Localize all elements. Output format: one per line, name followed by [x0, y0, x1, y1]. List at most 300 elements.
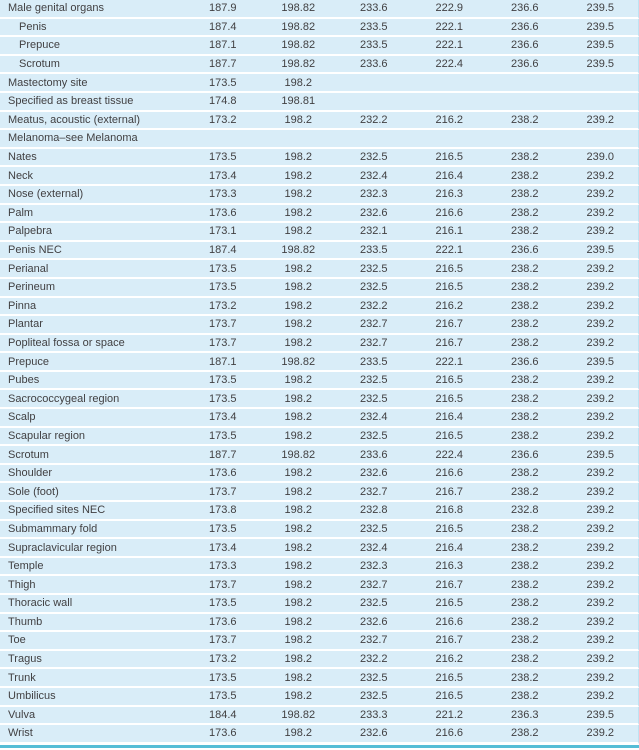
code-value-5: 238.2: [510, 392, 539, 405]
code-value-3: 232.6: [359, 615, 388, 628]
code-value-4: 222.9: [435, 2, 464, 15]
code-value-5: 238.2: [510, 578, 539, 591]
site-label: Scrotum: [19, 58, 60, 71]
table-row: [0, 19, 639, 38]
code-value-2: 198.2: [284, 671, 313, 684]
code-value-5: 238.2: [510, 206, 539, 219]
table-row: [0, 688, 639, 707]
code-value-2: 198.2: [284, 634, 313, 647]
code-value-6: 239.2: [586, 578, 615, 591]
code-value-2: 198.2: [284, 188, 313, 201]
code-value-2: 198.2: [284, 336, 313, 349]
code-value-6: 239.2: [586, 541, 615, 554]
code-value-6: 239.2: [586, 206, 615, 219]
table-row: [0, 725, 639, 744]
table-row: [0, 186, 639, 205]
code-value-1: 184.4: [208, 708, 237, 721]
code-value-1: 173.7: [208, 318, 237, 331]
site-label: Scrotum: [8, 448, 49, 461]
site-label: Melanoma–see Melanoma: [8, 132, 138, 145]
code-value-1: 173.6: [208, 615, 237, 628]
table-row: [0, 576, 639, 595]
code-value-5: 238.2: [510, 429, 539, 442]
code-value-5: 238.2: [510, 560, 539, 573]
table-row: [0, 558, 639, 577]
site-label: Specified sites NEC: [8, 504, 106, 517]
code-value-2: 198.2: [284, 541, 313, 554]
code-value-3: 232.7: [359, 578, 388, 591]
code-value-5: 236.6: [510, 58, 539, 71]
code-value-1: 173.2: [208, 299, 237, 312]
code-value-5: 236.6: [510, 2, 539, 15]
site-label: Plantar: [8, 318, 43, 331]
table-row: [0, 112, 639, 131]
table-row: [0, 205, 639, 224]
code-value-1: 173.7: [208, 336, 237, 349]
table-row: [0, 74, 639, 93]
code-value-5: 238.2: [510, 281, 539, 294]
code-value-1: 173.6: [208, 467, 237, 480]
site-label: Thigh: [8, 578, 36, 591]
code-value-3: 232.5: [359, 690, 388, 703]
code-value-6: 239.2: [586, 318, 615, 331]
code-value-5: 238.2: [510, 634, 539, 647]
code-value-2: 198.82: [281, 39, 316, 52]
code-value-4: 222.1: [435, 39, 464, 52]
site-label: Prepuce: [8, 355, 49, 368]
table-row: [0, 669, 639, 688]
table-row: [0, 446, 639, 465]
code-value-5: 232.8: [510, 504, 539, 517]
code-value-2: 198.2: [284, 225, 313, 238]
site-label: Penis: [19, 20, 47, 33]
table-row: [0, 335, 639, 354]
code-value-1: 173.5: [208, 690, 237, 703]
code-value-2: 198.2: [284, 504, 313, 517]
site-label: Male genital organs: [8, 2, 105, 15]
code-value-2: 198.2: [284, 411, 313, 424]
code-value-2: 198.82: [281, 20, 316, 33]
code-value-2: 198.2: [284, 615, 313, 628]
code-value-4: 216.7: [435, 634, 464, 647]
code-value-6: 239.2: [586, 504, 615, 517]
code-value-1: 173.7: [208, 485, 237, 498]
code-value-6: 239.5: [586, 2, 615, 15]
code-value-1: 173.3: [208, 560, 237, 573]
code-value-6: 239.2: [586, 653, 615, 666]
code-value-4: 222.4: [435, 448, 464, 461]
code-value-5: 238.2: [510, 467, 539, 480]
code-value-1: 173.5: [208, 522, 237, 535]
code-value-6: 239.2: [586, 634, 615, 647]
code-value-4: 216.4: [435, 541, 464, 554]
table-row: [0, 56, 639, 75]
code-value-2: 198.82: [281, 448, 316, 461]
code-value-4: 216.2: [435, 299, 464, 312]
code-value-6: 239.2: [586, 560, 615, 573]
code-value-4: 222.1: [435, 355, 464, 368]
code-value-4: 221.2: [435, 708, 464, 721]
code-value-3: 232.5: [359, 429, 388, 442]
site-label: Temple: [8, 560, 44, 573]
code-value-4: 216.4: [435, 169, 464, 182]
code-value-3: 233.5: [359, 355, 388, 368]
code-value-1: 173.3: [208, 188, 237, 201]
code-value-6: 239.2: [586, 615, 615, 628]
code-value-2: 198.2: [284, 281, 313, 294]
code-value-1: 173.5: [208, 151, 237, 164]
code-value-4: 216.5: [435, 522, 464, 535]
site-label: Umbilicus: [8, 690, 56, 703]
code-value-6: 239.5: [586, 244, 615, 257]
code-value-2: 198.2: [284, 318, 313, 331]
code-value-3: 232.7: [359, 485, 388, 498]
code-value-4: 216.6: [435, 206, 464, 219]
code-value-4: 216.3: [435, 560, 464, 573]
table-row: [0, 316, 639, 335]
site-label: Specified as breast tissue: [8, 95, 134, 108]
code-value-2: 198.2: [284, 597, 313, 610]
code-value-1: 173.6: [208, 206, 237, 219]
code-value-5: 238.2: [510, 485, 539, 498]
table-row: [0, 465, 639, 484]
site-label: Penis NEC: [8, 244, 62, 257]
code-value-2: 198.2: [284, 727, 313, 740]
code-value-2: 198.2: [284, 374, 313, 387]
code-value-4: 216.1: [435, 225, 464, 238]
code-value-3: 232.8: [359, 504, 388, 517]
code-value-6: 239.2: [586, 262, 615, 275]
code-value-5: 238.2: [510, 169, 539, 182]
code-value-4: 216.5: [435, 671, 464, 684]
code-value-3: 232.3: [359, 188, 388, 201]
site-label: Prepuce: [19, 39, 60, 52]
code-value-1: 173.2: [208, 113, 237, 126]
code-value-2: 198.82: [281, 2, 316, 15]
code-value-1: 173.1: [208, 225, 237, 238]
code-value-3: 233.6: [359, 2, 388, 15]
code-value-1: 173.6: [208, 727, 237, 740]
site-label: Tragus: [8, 653, 42, 666]
code-value-6: 239.5: [586, 355, 615, 368]
code-value-3: 232.6: [359, 727, 388, 740]
code-value-6: 239.2: [586, 281, 615, 294]
code-value-5: 238.2: [510, 374, 539, 387]
code-value-2: 198.2: [284, 206, 313, 219]
site-label: Meatus, acoustic (external): [8, 113, 141, 126]
code-value-5: 238.2: [510, 336, 539, 349]
code-value-6: 239.2: [586, 113, 615, 126]
code-value-1: 173.7: [208, 634, 237, 647]
code-value-6: 239.2: [586, 522, 615, 535]
site-label: Trunk: [8, 671, 36, 684]
table-row: [0, 223, 639, 242]
code-value-3: 232.2: [359, 653, 388, 666]
code-value-5: 238.2: [510, 671, 539, 684]
code-value-5: 238.2: [510, 318, 539, 331]
code-value-4: 216.5: [435, 281, 464, 294]
code-value-4: 216.7: [435, 318, 464, 331]
code-value-5: 236.3: [510, 708, 539, 721]
code-value-3: 232.6: [359, 467, 388, 480]
code-value-2: 198.81: [281, 95, 316, 108]
code-value-6: 239.2: [586, 188, 615, 201]
code-value-1: 187.9: [208, 2, 237, 15]
code-value-3: 232.5: [359, 281, 388, 294]
site-label: Popliteal fossa or space: [8, 336, 125, 349]
site-label: Scalp: [8, 411, 36, 424]
code-value-2: 198.2: [284, 113, 313, 126]
code-value-4: 216.5: [435, 392, 464, 405]
site-label: Submammary fold: [8, 522, 98, 535]
code-value-5: 238.2: [510, 653, 539, 666]
site-label: Perineum: [8, 281, 56, 294]
code-value-4: 216.5: [435, 374, 464, 387]
table-row: [0, 651, 639, 670]
code-value-3: 232.5: [359, 374, 388, 387]
code-value-5: 238.2: [510, 690, 539, 703]
site-label: Supraclavicular region: [8, 541, 117, 554]
table-row: [0, 149, 639, 168]
site-label: Scapular region: [8, 429, 86, 442]
code-value-4: 222.1: [435, 244, 464, 257]
code-value-6: 239.2: [586, 374, 615, 387]
code-value-3: 232.1: [359, 225, 388, 238]
code-value-3: 233.6: [359, 448, 388, 461]
code-value-1: 173.5: [208, 671, 237, 684]
code-value-2: 198.82: [281, 708, 316, 721]
code-value-1: 173.5: [208, 392, 237, 405]
code-value-3: 232.5: [359, 597, 388, 610]
site-label: Pubes: [8, 374, 40, 387]
code-value-6: 239.2: [586, 392, 615, 405]
code-value-3: 233.5: [359, 20, 388, 33]
site-label: Sole (foot): [8, 485, 59, 498]
code-value-6: 239.5: [586, 708, 615, 721]
table-row: [0, 483, 639, 502]
code-value-5: 238.2: [510, 615, 539, 628]
code-value-4: 216.2: [435, 113, 464, 126]
code-value-1: 173.5: [208, 262, 237, 275]
table-row: [0, 0, 639, 19]
site-label: Pinna: [8, 299, 37, 312]
code-value-5: 238.2: [510, 151, 539, 164]
table-bottom-rule: [0, 745, 639, 748]
site-label: Vulva: [8, 708, 36, 721]
code-value-5: 236.6: [510, 355, 539, 368]
table-row: [0, 595, 639, 614]
site-label: Perianal: [8, 262, 49, 275]
code-value-2: 198.82: [281, 244, 316, 257]
table-row: [0, 93, 639, 112]
code-value-5: 238.2: [510, 597, 539, 610]
table-row: [0, 428, 639, 447]
code-value-4: 216.8: [435, 504, 464, 517]
code-value-4: 216.6: [435, 615, 464, 628]
table-row: [0, 372, 639, 391]
code-value-1: 173.2: [208, 653, 237, 666]
site-label: Wrist: [8, 727, 33, 740]
code-value-1: 173.8: [208, 504, 237, 517]
table-row: [0, 37, 639, 56]
site-label: Thumb: [8, 615, 43, 628]
table-row: [0, 539, 639, 558]
code-value-2: 198.2: [284, 653, 313, 666]
table-row: [0, 632, 639, 651]
code-value-1: 187.7: [208, 58, 237, 71]
code-value-6: 239.2: [586, 225, 615, 238]
site-label: Palm: [8, 206, 34, 219]
code-value-3: 232.7: [359, 634, 388, 647]
site-label: Sacrococcygeal region: [8, 392, 120, 405]
table-row: [0, 167, 639, 186]
code-value-3: 232.7: [359, 318, 388, 331]
code-value-2: 198.2: [284, 522, 313, 535]
code-value-1: 173.4: [208, 169, 237, 182]
code-value-6: 239.2: [586, 727, 615, 740]
code-value-2: 198.2: [284, 169, 313, 182]
code-value-3: 232.5: [359, 262, 388, 275]
code-value-5: 238.2: [510, 113, 539, 126]
code-value-2: 198.2: [284, 429, 313, 442]
code-value-1: 173.5: [208, 429, 237, 442]
table-row: [0, 260, 639, 279]
code-value-1: 173.5: [208, 281, 237, 294]
code-value-5: 238.2: [510, 411, 539, 424]
code-value-6: 239.5: [586, 58, 615, 71]
code-value-2: 198.82: [281, 58, 316, 71]
site-label: Nose (external): [8, 188, 84, 201]
code-value-4: 216.5: [435, 262, 464, 275]
table-row: [0, 242, 639, 261]
code-value-4: 216.7: [435, 336, 464, 349]
code-value-3: 232.4: [359, 169, 388, 182]
code-value-1: 173.7: [208, 578, 237, 591]
code-value-5: 238.2: [510, 299, 539, 312]
code-value-3: 232.5: [359, 151, 388, 164]
code-value-2: 198.2: [284, 485, 313, 498]
code-value-3: 232.5: [359, 522, 388, 535]
code-value-3: 233.3: [359, 708, 388, 721]
code-value-3: 232.5: [359, 392, 388, 405]
code-value-2: 198.82: [281, 355, 316, 368]
code-value-3: 233.5: [359, 244, 388, 257]
code-value-1: 173.5: [208, 597, 237, 610]
code-value-1: 187.1: [208, 355, 237, 368]
code-value-2: 198.2: [284, 690, 313, 703]
code-value-4: 216.2: [435, 653, 464, 666]
code-value-4: 216.3: [435, 188, 464, 201]
code-value-5: 238.2: [510, 727, 539, 740]
code-value-1: 173.5: [208, 374, 237, 387]
site-label: Toe: [8, 634, 26, 647]
code-value-4: 222.1: [435, 20, 464, 33]
code-value-4: 216.7: [435, 578, 464, 591]
site-label: Shoulder: [8, 467, 53, 480]
code-value-6: 239.2: [586, 485, 615, 498]
code-value-4: 216.5: [435, 597, 464, 610]
code-value-3: 232.2: [359, 299, 388, 312]
code-value-3: 232.4: [359, 541, 388, 554]
table-row: [0, 130, 639, 149]
code-value-3: 233.5: [359, 39, 388, 52]
code-value-2: 198.2: [284, 467, 313, 480]
code-value-6: 239.5: [586, 20, 615, 33]
code-value-5: 236.6: [510, 448, 539, 461]
code-value-5: 238.2: [510, 188, 539, 201]
code-value-1: 173.4: [208, 541, 237, 554]
code-value-1: 187.7: [208, 448, 237, 461]
code-value-6: 239.2: [586, 690, 615, 703]
code-value-6: 239.2: [586, 429, 615, 442]
code-value-6: 239.2: [586, 597, 615, 610]
code-value-2: 198.2: [284, 560, 313, 573]
table-row: [0, 390, 639, 409]
site-label: Mastectomy site: [8, 76, 88, 89]
code-value-4: 216.5: [435, 429, 464, 442]
site-label: Neck: [8, 169, 34, 182]
code-value-6: 239.2: [586, 411, 615, 424]
code-value-4: 216.4: [435, 411, 464, 424]
site-label: Nates: [8, 151, 37, 164]
code-value-6: 239.2: [586, 336, 615, 349]
code-value-2: 198.2: [284, 578, 313, 591]
code-value-3: 232.4: [359, 411, 388, 424]
code-value-3: 233.6: [359, 58, 388, 71]
code-value-2: 198.2: [284, 299, 313, 312]
table-row: [0, 409, 639, 428]
table-row: [0, 279, 639, 298]
code-value-2: 198.2: [284, 262, 313, 275]
table-row: [0, 502, 639, 521]
code-value-3: 232.2: [359, 113, 388, 126]
code-value-3: 232.7: [359, 336, 388, 349]
code-value-1: 187.4: [208, 244, 237, 257]
code-value-5: 236.6: [510, 39, 539, 52]
code-value-6: 239.5: [586, 448, 615, 461]
code-value-6: 239.2: [586, 671, 615, 684]
code-value-5: 238.2: [510, 262, 539, 275]
code-value-4: 216.6: [435, 467, 464, 480]
table-row: [0, 521, 639, 540]
code-value-3: 232.3: [359, 560, 388, 573]
code-value-5: 238.2: [510, 522, 539, 535]
code-value-4: 216.5: [435, 690, 464, 703]
code-value-4: 216.5: [435, 151, 464, 164]
code-value-4: 216.7: [435, 485, 464, 498]
code-value-1: 187.1: [208, 39, 237, 52]
code-value-1: 174.8: [208, 95, 237, 108]
code-value-5: 236.6: [510, 20, 539, 33]
site-label: Thoracic wall: [8, 597, 73, 610]
code-value-1: 173.4: [208, 411, 237, 424]
code-value-3: 232.6: [359, 206, 388, 219]
table-row: [0, 614, 639, 633]
code-value-4: 216.6: [435, 727, 464, 740]
code-value-2: 198.2: [284, 151, 313, 164]
code-value-1: 187.4: [208, 20, 237, 33]
code-value-5: 236.6: [510, 244, 539, 257]
code-value-5: 238.2: [510, 541, 539, 554]
table-row: [0, 353, 639, 372]
table-row: [0, 707, 639, 726]
code-value-6: 239.5: [586, 39, 615, 52]
table-row: [0, 298, 639, 317]
code-value-6: 239.2: [586, 299, 615, 312]
code-value-6: 239.0: [586, 151, 615, 164]
code-value-2: 198.2: [284, 76, 313, 89]
code-value-4: 222.4: [435, 58, 464, 71]
